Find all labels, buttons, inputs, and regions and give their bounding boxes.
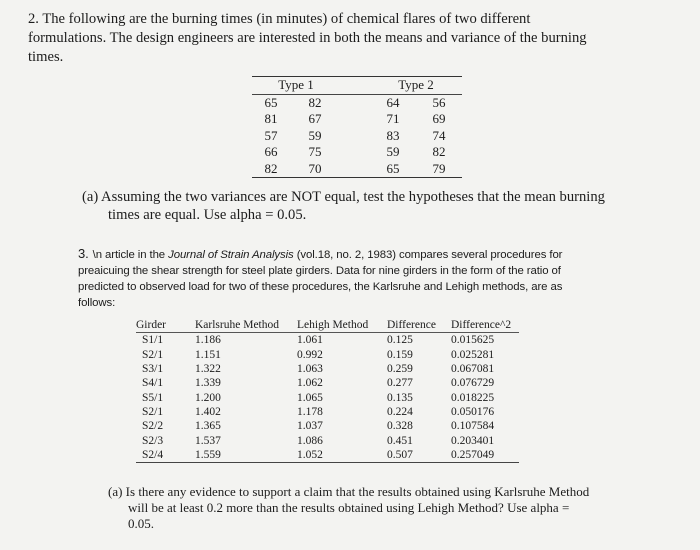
question-2-part-a <box>82 188 652 224</box>
journal-title: Journal of Strain Analysis <box>168 249 294 261</box>
table-row: S4/1 1.339 1.062 0.277 0.076729 <box>142 377 495 390</box>
question-2-intro <box>28 10 648 67</box>
q3-line-2: preaicuing the shear strength for steel plate girders. Data for nine girders in the form of the ratio of <box>78 265 561 277</box>
q2a-line-2: times are equal. Use alpha = 0.05. <box>108 207 307 223</box>
q3-line-1a: \n article in the <box>92 249 169 261</box>
q3-line-3: predicted to observed load for two of these procedures, the Karlsruhe and Lehigh methods, are as follows: <box>78 281 563 309</box>
table-row: S2/1 1.402 1.178 0.224 0.050176 <box>142 405 495 418</box>
q3a-line-1: (a) Is there any evidence to support a claim that the results obtained using Karlsruhe Method <box>108 484 590 499</box>
q2-line-2: formulations. The design engineers are interested in both the means and variance of the burning <box>28 30 587 46</box>
q2a-line-1: (a) Assuming the two variances are NOT equal, test the hypotheses that the mean burning <box>82 189 605 205</box>
type-2-header: Type 2 <box>370 77 462 95</box>
table-row: S5/1 1.200 1.065 0.135 0.018225 <box>142 391 495 404</box>
girders-table <box>136 318 519 463</box>
table-row: S2/4 1.559 1.052 0.507 0.257049 <box>136 448 519 463</box>
q3a-line-2: will be at least 0.2 more than the results obtained using Lehigh Method? Use alpha = <box>128 500 570 515</box>
col-lehigh: Lehigh Method <box>297 318 387 333</box>
q3-line-1 <box>78 246 598 263</box>
q3-number: 3. <box>78 246 89 261</box>
table-row: S2/2 1.365 1.037 0.328 0.107584 <box>142 420 495 433</box>
q3a-line-3: 0.05. <box>128 516 154 531</box>
question-3-intro <box>78 246 598 311</box>
question-3-part-a <box>108 484 648 532</box>
col-difference: Difference <box>387 318 451 333</box>
table-row: S3/1 1.322 1.063 0.259 0.067081 <box>142 363 495 376</box>
col-girder: Girder <box>136 318 195 333</box>
q3-line-1b: (vol.18, no. 2, 1983) compares several procedures for <box>293 249 563 261</box>
col-difference-squared: Difference^2 <box>451 318 519 333</box>
table-row: 57 59 83 74 <box>264 127 446 143</box>
table-row: 82 70 65 79 <box>252 161 462 178</box>
q2-line-3: times. <box>28 49 64 65</box>
burning-times-table <box>252 76 462 178</box>
table-row: S2/1 1.151 0.992 0.159 0.025281 <box>142 348 495 361</box>
type-1-header: Type 1 <box>252 77 340 95</box>
table-row: 66 75 59 82 <box>264 144 446 160</box>
col-karlsruhe: Karlsruhe Method <box>195 318 297 333</box>
table-row: 81 67 71 69 <box>264 111 446 127</box>
table-row: S1/1 1.186 1.061 0.125 0.015625 <box>142 334 495 347</box>
table-row: S2/3 1.537 1.086 0.451 0.203401 <box>142 434 495 447</box>
q2-line-1: 2. The following are the burning times (in minutes) of chemical flares of two different <box>28 11 531 27</box>
table-row: 65 82 64 56 <box>264 94 446 110</box>
